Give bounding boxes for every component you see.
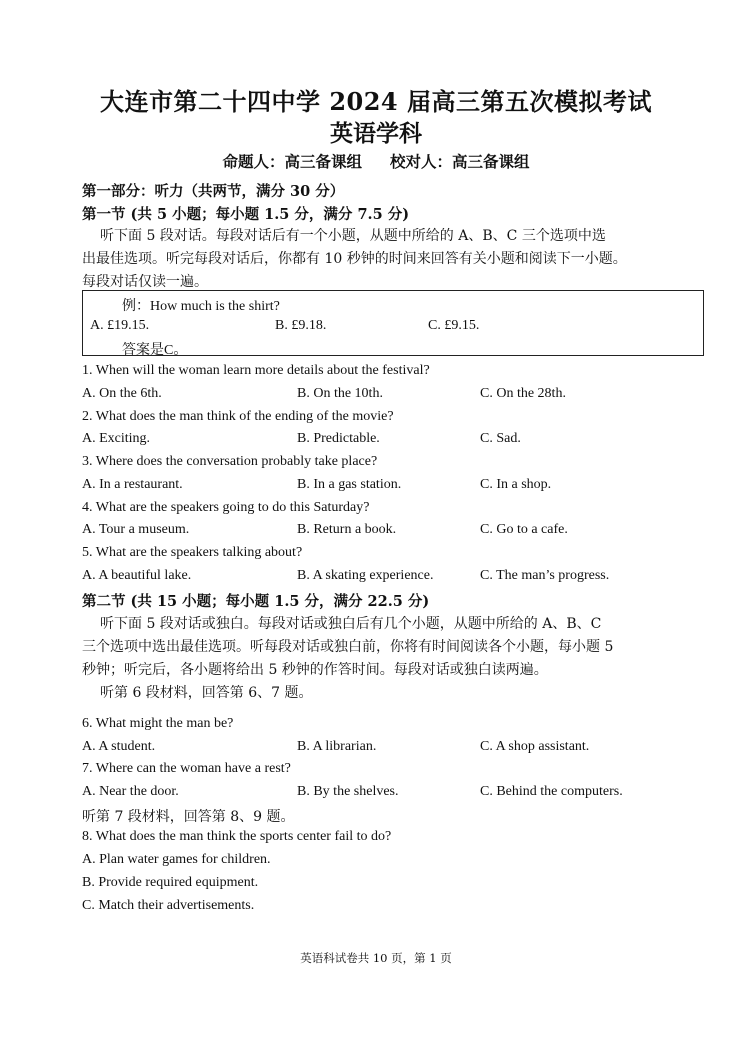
option-c: C. Match their advertisements.: [82, 898, 255, 913]
page-footer: 英语科试卷共 10 页，第 1 页: [300, 951, 452, 965]
option-c: C. A shop assistant.: [480, 739, 590, 754]
material-6-instruction: 听第 6 段材料，回答第 6、7 题。: [100, 685, 313, 701]
question-text: 8. What does the man think the sports center fail to do?: [82, 829, 392, 844]
example-option: A. £19.15.: [90, 318, 150, 333]
option-a: A. Near the door.: [82, 784, 179, 799]
section2-heading: 第二节 (共 15 小题；每小题 1.5 分，满分 22.5 分): [82, 593, 430, 610]
section1-instruction-line: 出最佳选项。听完每段对话后，你都有 10 秒钟的时间来回答有关小题和阅读下一小题。: [82, 251, 627, 267]
checker-label: 校对人：高三备课组: [390, 152, 530, 171]
subject-title: 英语学科: [330, 120, 422, 147]
authors-line: [0, 150, 752, 172]
example-answer: 答案是C。: [122, 343, 188, 358]
option-b: B. Predictable.: [297, 431, 380, 446]
option-a: A. Plan water games for children.: [82, 852, 271, 867]
section1-instruction-line: 听下面 5 段对话。每段对话后有一个小题，从题中所给的 A、B、C 三个选项中选: [100, 228, 606, 244]
question-text: 6. What might the man be?: [82, 716, 234, 731]
option-c: C. On the 28th.: [480, 386, 566, 401]
option-b: B. In a gas station.: [297, 477, 402, 492]
section1-heading: 第一节 (共 5 小题；每小题 1.5 分，满分 7.5 分): [82, 206, 410, 223]
option-a: A. A student.: [82, 739, 156, 754]
option-a: A. Exciting.: [82, 431, 151, 446]
section2-instruction-line: 听下面 5 段对话或独白。每段对话或独白后有几个小题，从题中所给的 A、B、C: [100, 616, 602, 632]
question-text: 1. When will the woman learn more details about the festival?: [82, 363, 430, 378]
option-c: C. In a shop.: [480, 477, 552, 492]
exam-title: 大连市第二十四中学 2024 届高三第五次模拟考试: [99, 87, 652, 116]
option-b: B. Provide required equipment.: [82, 875, 259, 890]
option-a: A. On the 6th.: [82, 386, 162, 401]
example-question: 例：How much is the shirt?: [122, 299, 280, 314]
question-text: 3. Where does the conversation probably take place?: [82, 454, 378, 469]
option-b: B. By the shelves.: [297, 784, 399, 799]
option-c: C. Sad.: [480, 431, 521, 446]
option-c: C. The man’s progress.: [480, 568, 610, 583]
section1-instruction-line: 每段对话仅读一遍。: [82, 274, 208, 290]
question-text: 4. What are the speakers going to do this Saturday?: [82, 500, 370, 515]
question-text: 5. What are the speakers talking about?: [82, 545, 303, 560]
section2-instruction-line: 秒钟；听完后，各小题将给出 5 秒钟的作答时间。每段对话或独白读两遍。: [82, 662, 548, 678]
option-b: B. On the 10th.: [297, 386, 383, 401]
option-c: C. Behind the computers.: [480, 784, 623, 799]
example-option: C. £9.15.: [428, 318, 480, 333]
example-option: B. £9.18.: [275, 318, 327, 333]
option-a: A. In a restaurant.: [82, 477, 183, 492]
material-7-instruction: 听第 7 段材料，回答第 8、9 题。: [82, 809, 295, 825]
option-a: A. A beautiful lake.: [82, 568, 192, 583]
option-b: B. Return a book.: [297, 522, 397, 537]
option-b: B. A librarian.: [297, 739, 377, 754]
question-text: 7. Where can the woman have a rest?: [82, 761, 291, 776]
option-c: C. Go to a cafe.: [480, 522, 568, 537]
question-text: 2. What does the man think of the ending of the movie?: [82, 409, 394, 424]
section2-instruction-line: 三个选项中选出最佳选项。听每段对话或独白前，你将有时间阅读各个小题，每小题 5: [82, 639, 614, 655]
creator-label: 命题人：高三备课组: [222, 152, 362, 171]
option-b: B. A skating experience.: [297, 568, 434, 583]
option-a: A. Tour a museum.: [82, 522, 190, 537]
part1-heading: 第一部分：听力（共两节，满分 30 分）: [82, 183, 345, 200]
